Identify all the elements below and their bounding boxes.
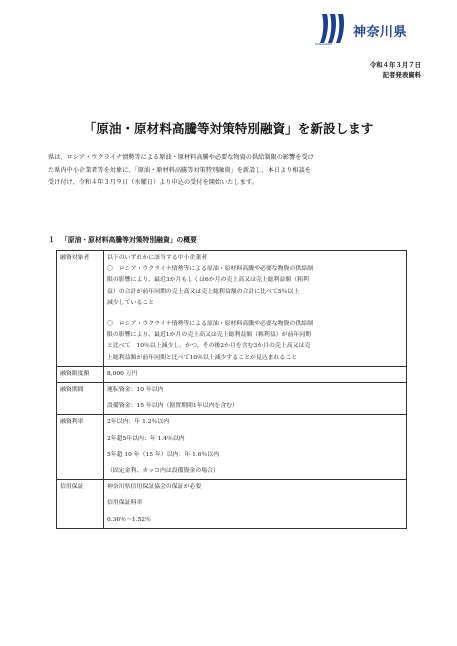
row-label: 融資対象者 [57,251,104,367]
rate-cell [104,415,407,480]
eligibility-cell [104,251,407,367]
eligibility-line: 減少していること [107,299,155,306]
guarantee-line: 神奈川県信用保証協会の保証が必要 [107,484,202,491]
eligibility-line: 〇 ロシア・ウクライナ情勢等による原油・原材料高騰や必要な物資の供給制 [107,321,313,328]
eligibility-line: 上総利益額が前年同期と比べて10％以上減少することが見込まれること [107,354,298,361]
rate-line: （固定金利、カッコ内は設備資金の場合） [107,468,219,475]
guarantee-cell [104,480,407,529]
eligibility-line: 〇 ロシア・ウクライナ情勢等による原油・原材料高騰や必要な物資の供給制 [107,266,313,273]
section-heading [48,234,197,244]
release-type: 記者発表資料 [382,71,421,79]
row-label: 融資期間 [57,383,104,415]
table-row [57,366,407,382]
intro-line: 県は、ロシア・ウクライナ情勢等による原油・原材料高騰や必要な物資の供給制限の影響を受け [48,154,314,161]
limit-cell: 8,000 万円 [104,366,407,382]
row-label: 融資利率 [57,415,104,480]
kanagawa-logo [313,10,443,48]
intro-line: た県内中小企業者等を対象に、「原油・原材料高騰等対策特別融資」を新設し、本日より相談を [48,166,311,174]
period-line: 運転資金：10 年以内 [107,387,164,394]
eligibility-line: 益）の合計が前年同期の売上高又は売上総利益額の合計に比べて5％以上 [107,288,300,295]
table-row [57,251,407,367]
table-row [57,415,407,480]
intro-line: 受け付け、令和４年３月９日（水曜日）より申込の受付を開始いたします。 [48,179,258,187]
kanagawa-emblem-icon [313,10,349,46]
table-row [57,480,407,529]
table-row [57,383,407,415]
loan-overview-table [56,250,407,529]
page-title: 「原油・原材料高騰等対策特別融資」を新設します [83,121,374,136]
eligibility-line: 以下のいずれかに該当する中小企業者 [107,255,208,261]
period-cell [104,383,407,415]
section-title: 「原油・原材料高騰等対策特別融資」の概要 [61,236,197,244]
press-meta [370,60,421,80]
section-number: １ [48,236,55,244]
guarantee-line: 信用保証料率 [107,500,143,507]
guarantee-line: 0.36％～1.52％ [107,516,151,523]
period-line: 設備資金：15 年以内（据置期間1年以内を含む） [107,403,238,410]
eligibility-line: 限の影響により、最近1か月の売上高又は売上総利益額（粗利益）が前年同期 [107,332,312,339]
rate-line: 2年以内：年 1.2％以内 [107,419,170,426]
eligibility-line: と比べて 10％以上減少し、かつ、その後2か月を含む3か月の売上高又は売 [107,343,311,350]
row-label: 融資限度額 [57,366,104,382]
eligibility-line: 限の影響により、最近3か月もしくは6か月の売上高又は売上総利益額（粗利 [107,277,309,284]
logo-name: 神奈川県 [353,25,408,40]
rate-line: 5年超 10 年（15 年）以内：年 1.6％以内 [107,451,220,458]
row-label: 信用保証 [57,480,104,529]
release-date: 令和４年３月７日 [369,61,421,69]
logo-romanized: KANAGAWA [315,42,333,46]
intro-paragraph [48,152,418,190]
rate-line: 2年超5年以内：年 1.4％以内 [107,435,185,442]
